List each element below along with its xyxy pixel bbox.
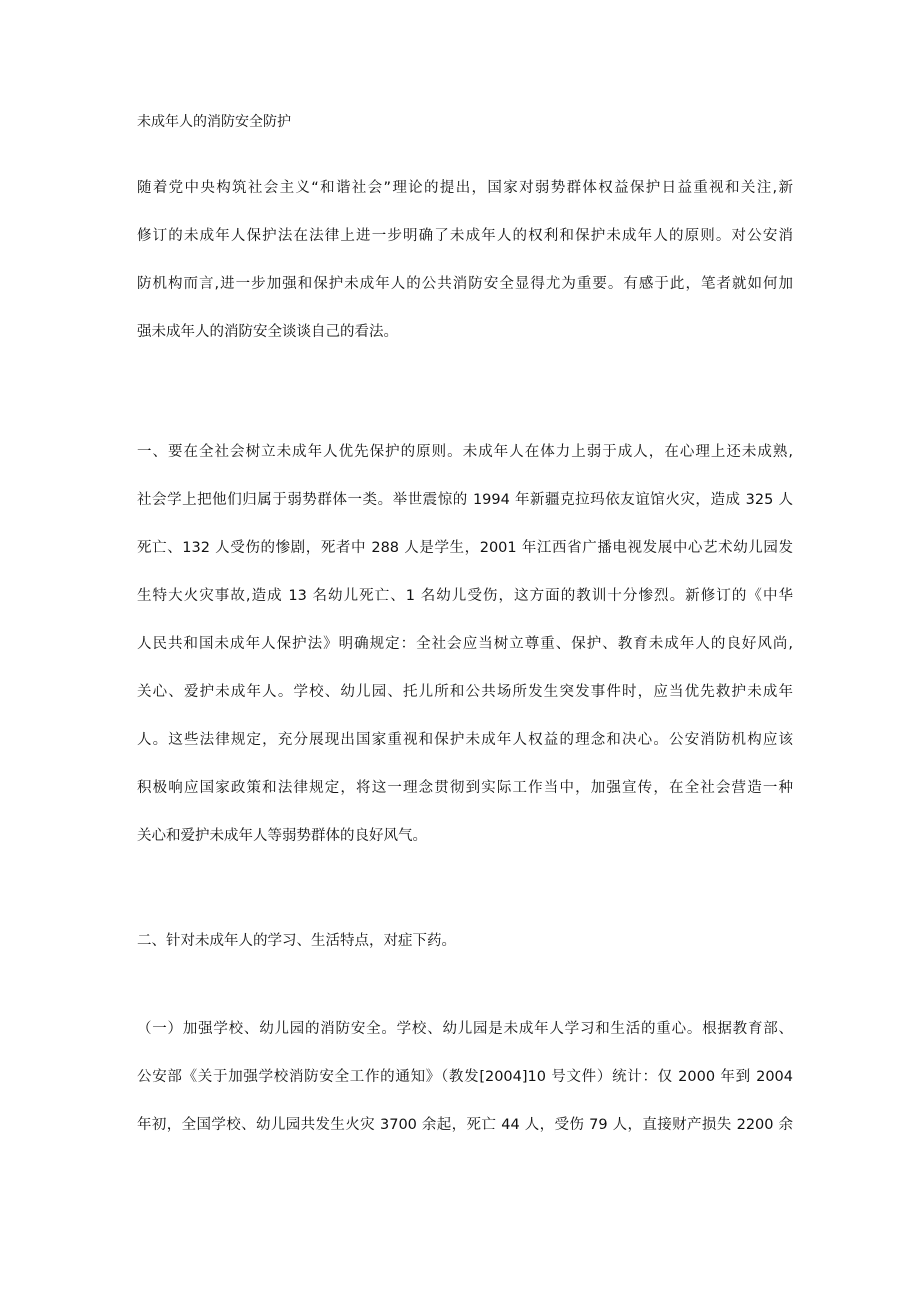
- paragraph-line: 社会学上把他们归属于弱势群体一类。举世震惊的 1994 年新疆克拉玛依友谊馆火灾，造成 325 人: [137, 492, 793, 508]
- paragraph-line: 关心、爱护未成年人。学校、幼儿园、托儿所和公共场所发生突发事件时，应当优先救护未成年: [137, 684, 793, 700]
- paragraph-section-one: [137, 442, 793, 874]
- paragraph-line: （一）加强学校、幼儿园的消防安全。学校、幼儿园是未成年人学习和生活的重心。根据教育部、: [137, 1021, 793, 1037]
- paragraph-subsection-one: [137, 1019, 793, 1163]
- paragraph-line: 公安部《关于加强学校消防安全工作的通知》（教发[2004]10 号文件）统计：仅 2000 年到 2004: [137, 1069, 793, 1085]
- paragraph-line: 随着党中央构筑社会主义“和谐社会”理论的提出，国家对弱势群体权益保护日益重视和关注,新: [137, 180, 793, 196]
- paragraph-line: 二、针对未成年人的学习、生活特点，对症下药。: [137, 933, 456, 949]
- paragraph-line: 人。这些法律规定，充分展现出国家重视和保护未成年人权益的理念和决心。公安消防机构应该: [137, 732, 793, 748]
- paragraph-line: 一、要在全社会树立未成年人优先保护的原则。未成年人在体力上弱于成人，在心理上还未成熟,: [137, 444, 793, 460]
- paragraph-intro: [137, 178, 793, 370]
- paragraph-line: 年初，全国学校、幼儿园共发生火灾 3700 余起，死亡 44 人，受伤 79 人，直接财产损失 2200 余: [137, 1117, 793, 1133]
- paragraph-line: 积极响应国家政策和法律规定，将这一理念贯彻到实际工作当中，加强宣传，在全社会营造一种: [137, 780, 793, 796]
- paragraph-line: 防机构而言,进一步加强和保护未成年人的公共消防安全显得尤为重要。有感于此，笔者就如何加: [137, 276, 793, 292]
- document-title: 未成年人的消防安全防护: [137, 114, 291, 130]
- paragraph-line: 强未成年人的消防安全谈谈自己的看法。: [137, 324, 398, 340]
- paragraph-line: 人民共和国未成年人保护法》明确规定：全社会应当树立尊重、保护、教育未成年人的良好风尚,: [137, 636, 793, 652]
- paragraph-section-two: [137, 931, 793, 979]
- paragraph-line: 关心和爱护未成年人等弱势群体的良好风气。: [137, 828, 427, 844]
- paragraph-line: 修订的未成年人保护法在法律上进一步明确了未成年人的权利和保护未成年人的原则。对公安消: [137, 228, 793, 244]
- paragraph-line: 死亡、132 人受伤的惨剧，死者中 288 人是学生，2001 年江西省广播电视发展中心艺术幼儿园发: [137, 540, 793, 556]
- paragraph-line: 生特大火灾事故,造成 13 名幼儿死亡、1 名幼儿受伤，这方面的教训十分惨烈。新修订的《中华: [137, 588, 793, 604]
